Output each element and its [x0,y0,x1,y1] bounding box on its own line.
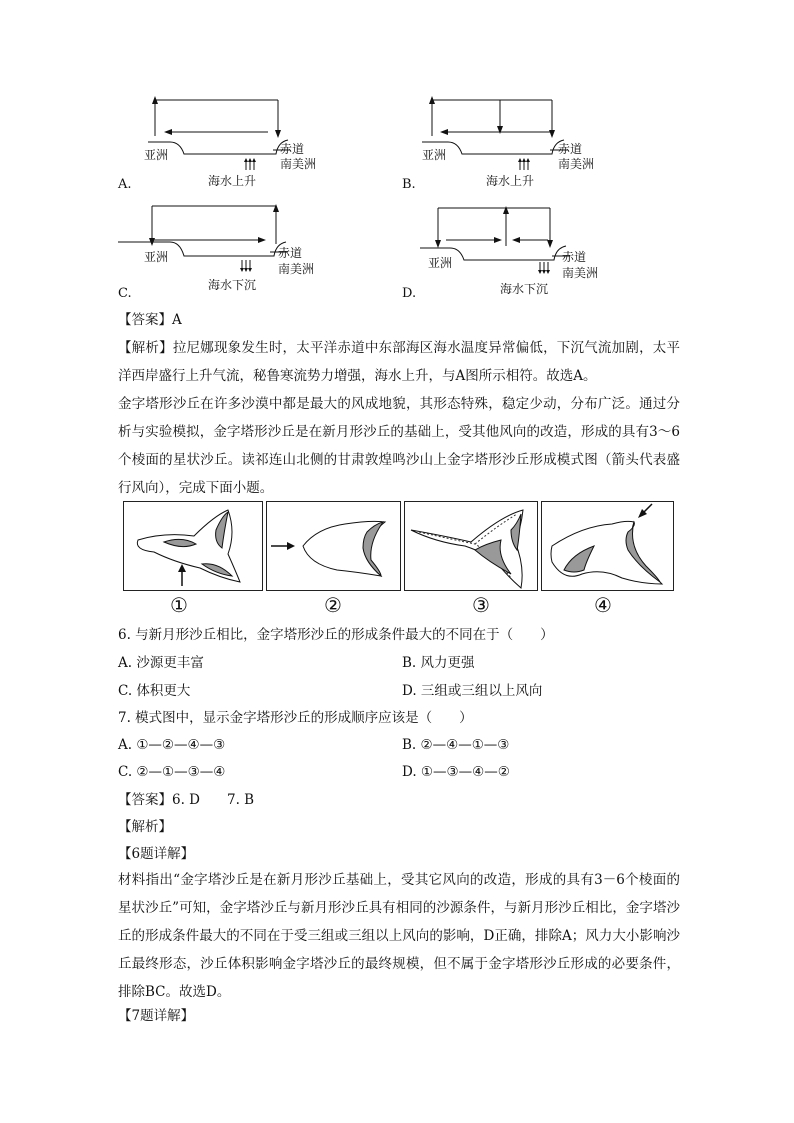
q6-option-a[interactable]: A. 沙源更丰富 [118,655,204,671]
option-letter: A. [118,177,132,192]
option-letter: B. [402,177,416,192]
label-asia: 亚洲 [422,148,447,162]
question-7-stem: 7. 模式图中，显示金字塔形沙丘的形成顺序应该是（ ） [118,710,473,726]
panel-label-4: ④ [594,593,612,617]
diagram-caption: 海水下沉 [500,282,549,296]
diagram-caption: 海水上升 [486,174,535,188]
answer-5: 【答案】A [118,312,182,328]
label-south-america: 南美洲 [280,157,317,171]
pyramid-dune-3 [405,502,537,590]
diagram-caption: 海水下沉 [208,278,257,292]
panel-label-3: ③ [472,593,490,617]
label-south-america: 南美洲 [278,262,315,276]
diagram-b [402,92,602,198]
q7-option-b[interactable]: B. ②—④—①—③ [402,737,510,753]
analysis-5: 【解析】拉尼娜现象发生时，太平洋赤道中东部海区海水温度异常偏低，下沉气流加剧，太平洋西岸盛行上升气流，秘鲁寒流势力增强，海水上升，与A图所示相符。故选A。 [118,340,680,384]
q6-option-c[interactable]: C. 体积更大 [118,683,191,699]
dune-panel-2 [266,501,401,591]
label-south-america: 南美洲 [562,266,599,280]
detail-6-text: 材料指出“金字塔沙丘是在新月形沙丘基础上，受其它风向的改造，形成的具有3－6个棱面的星状沙丘”可知，金字塔沙丘与新月形沙丘具有相同的沙源条件，与新月形沙丘相比，金字塔沙丘的形成条件最大的不同在于受三组或三组以上风向的影响，D正确，排除A；风力大小影响沙丘最终形态，沙丘体积影响金字塔沙丘的最终规模，但不属于金字塔形沙丘形成的必要条件，排除BC。故选D。 [118,872,680,1000]
label-south-america: 南美洲 [558,157,595,171]
q6-option-d[interactable]: D. 三组或三组以上风向 [402,683,543,699]
dune-panel-4 [541,501,674,591]
panel-label-1: ① [170,593,188,617]
answer-6-7: 【答案】6. D 7. B [118,792,255,808]
label-asia: 亚洲 [144,250,169,264]
label-equator: 赤道 [280,142,305,156]
option-letter: D. [402,286,417,301]
option-letter: C. [118,286,132,301]
diagram-a [118,92,318,198]
dune-panel-1 [123,501,263,591]
detail-7-label: 【7题详解】 [118,1008,195,1024]
label-equator: 赤道 [562,250,587,264]
detail-6-label: 【6题详解】 [118,846,195,862]
panel-label-2: ② [324,593,342,617]
label-equator: 赤道 [278,246,303,260]
dune-panel-3 [404,501,538,591]
pyramid-dune-4 [542,502,673,590]
q7-option-d[interactable]: D. ①—③—④—② [402,764,510,780]
dune-intro: 金字塔形沙丘在许多沙漠中都是最大的风成地貌，其形态特殊，稳定少动，分布广泛。通过分析与实验模拟，金字塔形沙丘是在新月形沙丘的基础上，受其他风向的改造，形成的具有3～6个棱面的星状沙丘。读祁连山北侧的甘肃敦煌鸣沙山上金字塔形沙丘形成模式图（箭头代表盛行风向），完成下面小题。 [118,396,680,496]
label-asia: 亚洲 [428,256,453,270]
crescent-dune [267,502,400,590]
question-6-stem: 6. 与新月形沙丘相比，金字塔形沙丘的形成条件最大的不同在于（ ） [118,627,554,643]
label-asia: 亚洲 [144,148,169,162]
q6-option-b[interactable]: B. 风力更强 [402,655,475,671]
label-equator: 赤道 [558,142,583,156]
diagram-d [402,200,612,306]
diagram-caption: 海水上升 [208,174,257,188]
pyramid-dune-1 [124,502,262,590]
analysis-label: 【解析】 [118,819,172,835]
q7-option-a[interactable]: A. ①—②—④—③ [118,737,226,753]
q7-option-c[interactable]: C. ②—①—③—④ [118,764,226,780]
diagram-c [118,200,318,306]
